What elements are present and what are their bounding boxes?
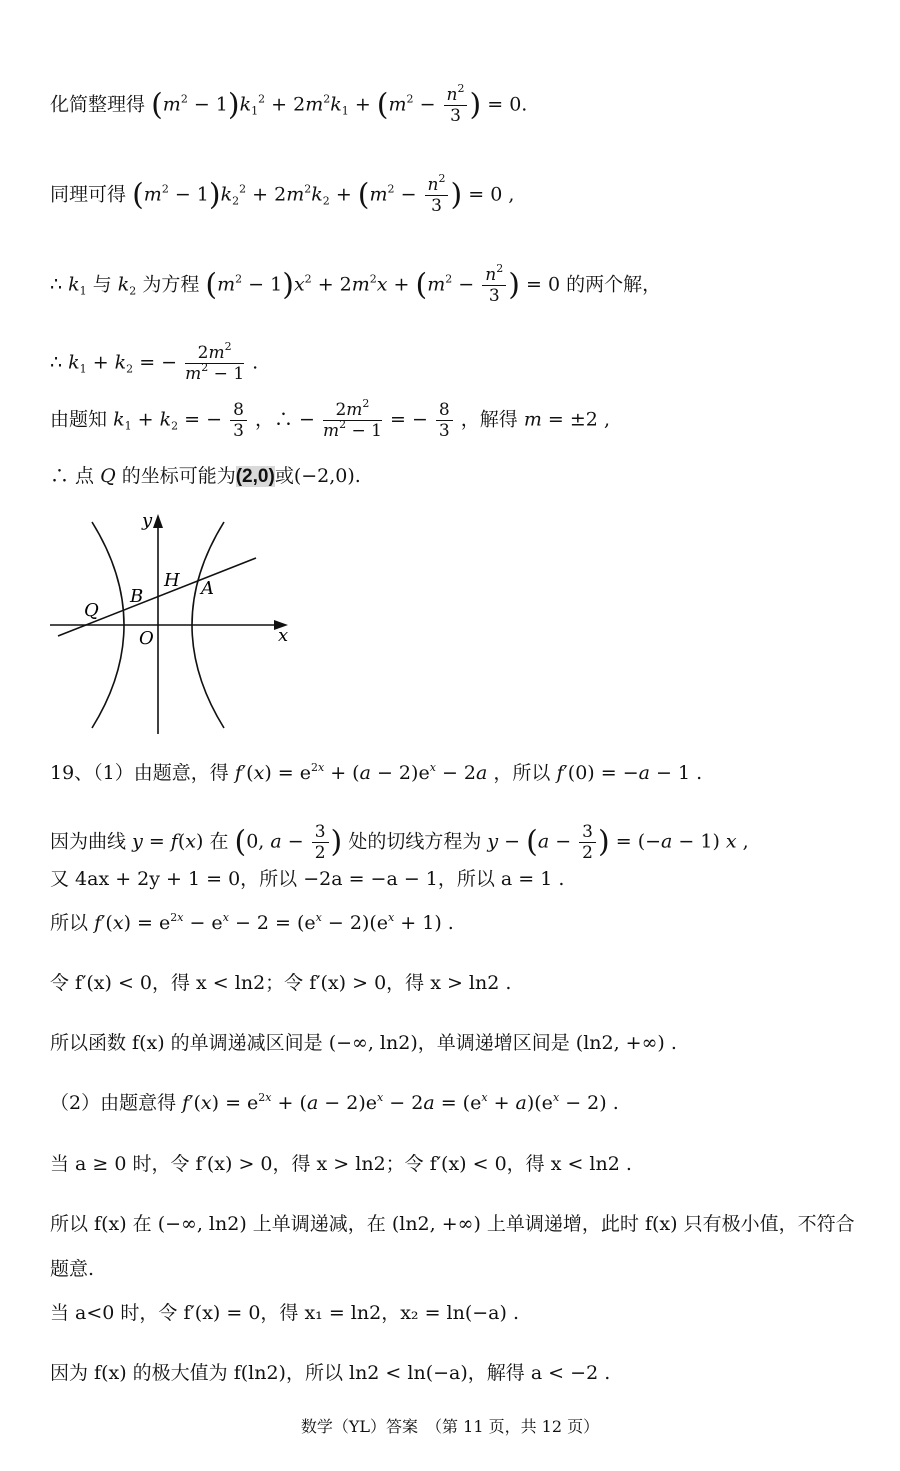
label-H: H [164,570,180,591]
text: （2）由题意得 [50,1092,177,1114]
text: 同理可得 [50,183,127,206]
label-x: x [278,625,289,646]
text: = 0 的两个解， [525,273,662,296]
label-y: y [142,510,153,531]
label-Q: Q [84,600,99,621]
text: 19、（1）由题意，得 [50,762,229,784]
hyperbola-figure [48,508,308,738]
p19-line-3: 又 4ax + 2y + 1 = 0，所以 −2a = −a − 1，所以 a = 1 . [50,868,565,890]
text: ，所以 [493,762,551,784]
text: 为方程 [142,273,200,296]
line-3: ∴ $k_1$ 与 $k_2$ 为方程 $(m^2 - 1)x^2 + 2m^2x + (m^2$ − $\frac{n^2}{3}$ ) = 0 的两个解， [50,262,662,306]
line-6: ∴ 点 Q 的坐标可能为(2,0)或(−2,0). [50,465,361,487]
line-1: 化简整理得 $(m^2 - 1)k_1^2 + 2m^2k_1 + (m^2$ − $\frac{n^2}{3}$ ) = 0. [50,82,528,126]
text: ∴ 点 [50,465,95,487]
text: ，解得 [460,408,518,431]
line-4: ∴ $k_1 + k_2$ = − $\frac{2m^2}{m^2 - 1}$ . [50,340,259,384]
p19-line-7: （2）由题意得 $f'(x) = e^{2x} + (a - 2)e^x - 2a = (e^x + a)(e^x - 2)$ . [50,1091,619,1114]
text: 的坐标可能为 [121,465,236,487]
p19-line-11: 当 a<0 时，令 f′(x) = 0，得 x₁ = ln2，x₂ = ln(−a) . [50,1302,519,1324]
p19-line-1: 19、（1）由题意，得 $f'(x) = e^{2x} + (a - 2)e^x - 2a$ ，所以 f′(0) = −a − 1 . [50,761,703,784]
p19-line-4: 所以 $f'(x) = e^{2x} - e^x - 2 = (e^x - 2)(e^x + 1)$ . [50,911,454,934]
p19-line-5: 令 f′(x) < 0，得 x < ln2；令 f′(x) > 0，得 x > ln2 . [50,972,512,994]
text: ∴ [50,351,63,374]
p19-line-2: 因为曲线 y = f(x) 在 (0, a − $\frac{3}{2}$ ) 处的切线方程为 y − (a − $\frac{3}{2}$ ) = (−a − 1) x , [50,822,749,863]
text: 或(−2,0). [274,465,361,487]
p19-line-8: 当 a ≥ 0 时，令 f′(x) > 0，得 x > ln2；令 f′(x) < 0，得 x < ln2 . [50,1153,632,1175]
text: 在 [209,830,229,853]
p19-line-9: 所以 f(x) 在 (−∞, ln2) 上单调递减，在 (ln2, +∞) 上单调递增，此时 f(x) 只有极小值，不符合 [50,1213,855,1235]
text: ∴ [50,273,63,296]
highlighted-answer: (2,0) [235,466,275,487]
y-axis-arrow [153,514,163,528]
p19-line-12: 因为 f(x) 的极大值为 f(ln2)，所以 ln2 < ln(−a)，解得 a < −2 . [50,1362,611,1384]
line-5: 由题知 $k_1 + k_2$ = − $\frac{8}{3}$ ，∴ − $\frac{2m^2}{m^2 - 1}$ = − $\frac{8}{3}$ ，解得 m = ±2 , [50,397,610,441]
label-A: A [201,578,214,599]
p19-line-10: 题意. [50,1258,95,1280]
line-2: 同理可得 $(m^2 - 1)k_2^2 + 2m^2k_2 + (m^2$ − $\frac{n^2}{3}$ ) = 0 , [50,172,515,216]
text: 所以 [50,912,89,934]
text: 由题知 [50,408,108,431]
text: 因为曲线 [50,830,127,853]
text: 与 [92,273,112,296]
text: 化简整理得 [50,93,146,116]
page-footer: 数学（YL）答案 （第 11 页，共 12 页） [300,1417,600,1436]
text: 处的切线方程为 [348,830,482,853]
text: ，∴ [254,408,293,431]
label-O: O [139,628,154,649]
p19-line-6: 所以函数 f(x) 的单调递减区间是 (−∞, ln2)，单调递增区间是 (ln2, +∞) . [50,1032,677,1054]
label-B: B [130,586,144,607]
